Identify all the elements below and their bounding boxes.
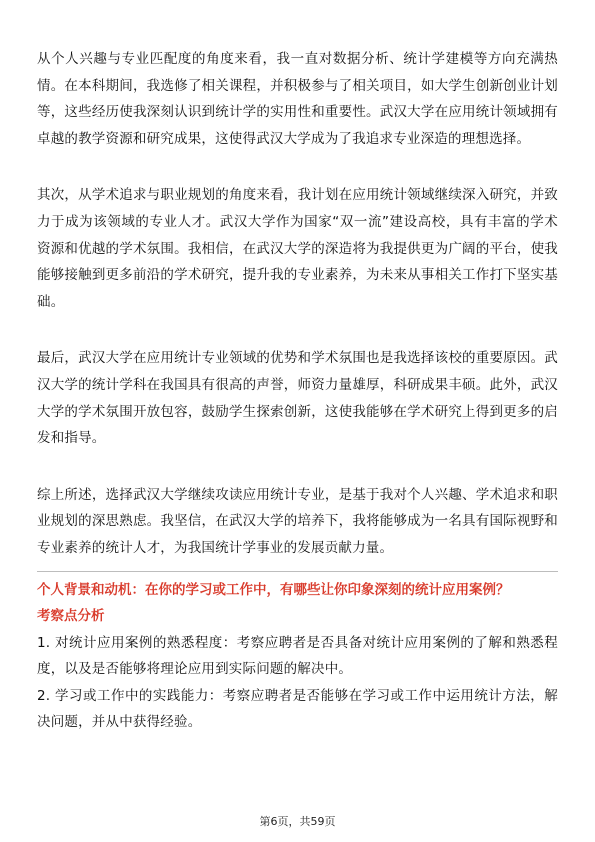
paragraph-advantage: 最后，武汉大学在应用统计专业领域的优势和学术氛围也是我选择该校的重要原因。武汉大学的统计学科在我国具有很高的声誉，师资力量雄厚，科研成果丰硕。此外，武汉大学的学术氛围开放包容，鼓励学生探索创新，这使我能够在学术研究上得到更多的启发和指导。 bbox=[37, 350, 558, 447]
section-divider bbox=[37, 571, 558, 572]
page-number-footer: 第6页，共59页 bbox=[259, 815, 336, 828]
analysis-point-1: 1. 对统计应用案例的熟悉程度：考察应聘者是否具备对统计应用案例的了解和熟悉程度，以及是否能够将理论应用到实际问题的解决中。 bbox=[37, 634, 558, 678]
analysis-heading: 考察点分析 bbox=[37, 607, 105, 624]
paragraph-summary: 综上所述，选择武汉大学继续攻读应用统计专业，是基于我对个人兴趣、学术追求和职业规划的深思熟虑。我坚信，在武汉大学的培养下，我将能够成为一名具有国际视野和专业素养的统计人才，为我国统计学事业的发展贡献力量。 bbox=[37, 486, 558, 556]
page-content bbox=[37, 46, 558, 736]
paragraph-academic: 其次，从学术追求与职业规划的角度来看，我计划在应用统计领域继续深入研究，并致力于成为该领域的专业人才。武汉大学作为国家“双一流”建设高校，具有丰富的学术资源和优越的学术氛围。我相信，在武汉大学的深造将为我提供更为广阔的平台，使我能够接触到更多前沿的学术研究，提升我的专业素养，为未来从事相关工作打下坚实基础。 bbox=[37, 187, 558, 310]
paragraph-interest: 从个人兴趣与专业匹配度的角度来看，我一直对数据分析、统计学建模等方向充满热情。在本科期间，我选修了相关课程，并积极参与了相关项目，如大学生创新创业计划等，这些经历使我深刻认识到统计学的实用性和重要性。武汉大学在应用统计领域拥有卓越的教学资源和研究成果，这使得武汉大学成为了我追求专业深造的理想选择。 bbox=[37, 51, 558, 147]
analysis-point-2: 2. 学习或工作中的实践能力：考察应聘者是否能够在学习或工作中运用统计方法，解决问题，并从中获得经验。 bbox=[37, 687, 558, 731]
interview-question: 个人背景和动机：在你的学习或工作中，有哪些让你印象深刻的统计应用案例？ bbox=[37, 581, 510, 598]
